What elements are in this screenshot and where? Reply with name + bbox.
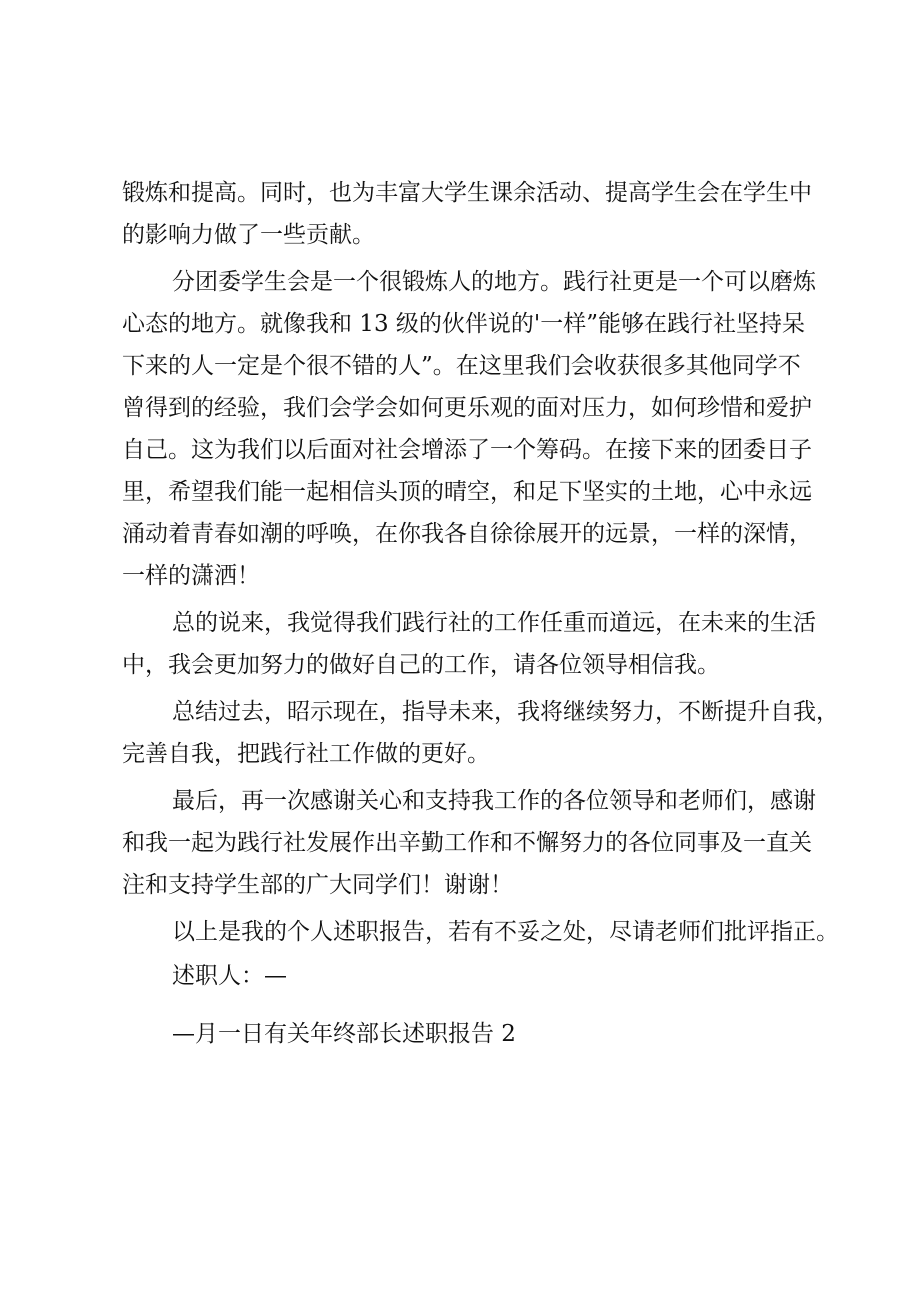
text-line: 总结过去，昭示现在，指导未来，我将继续努力，不断提升自我，: [172, 699, 839, 725]
text-line: 的影响力做了一些贡献。: [122, 222, 375, 248]
text-line: 心态的地方。就像我和 13 级的伙伴说的'一样”能够在践行社坚持呆: [122, 311, 805, 337]
paragraph-4: [122, 691, 839, 775]
text-line: 注和支持学生部的广大同学们！谢谢！: [122, 872, 513, 898]
text-line: 和我一起为践行社发展作出辛勤工作和不懈努力的各位同事及一直关: [122, 830, 812, 856]
text-line: 里，希望我们能一起相信头顶的晴空，和足下坚实的土地，心中永远: [122, 479, 812, 505]
text-line: 分团委学生会是一个很锻炼人的地方。践行社更是一个可以磨炼: [172, 269, 816, 295]
text-line: 锻炼和提高。同时，也为丰富大学生课余活动、提高学生会在学生中: [122, 180, 812, 206]
text-line: 曾得到的经验，我们会学会如何更乐观的面对压力，如何珍惜和爱护: [122, 395, 812, 421]
paragraph-6: [122, 911, 839, 953]
document-body: [122, 172, 839, 1055]
paragraph-3: [122, 602, 822, 686]
text-line: 最后，再一次感谢关心和支持我工作的各位领导和老师们，感谢: [172, 788, 816, 814]
text-line: 自己。这为我们以后面对社会增添了一个筹码。在接下来的团委日子: [122, 437, 812, 463]
text-line: 完善自我，把践行社工作做的更好。: [122, 741, 490, 767]
paragraph-2: [122, 261, 822, 597]
text-line: 总的说来，我觉得我们践行社的工作任重而道远，在未来的生活: [172, 610, 816, 636]
next-report-title: [122, 1013, 822, 1055]
paragraph-1: [122, 172, 822, 256]
paragraph-5: [122, 780, 822, 906]
signature-line: [122, 955, 822, 997]
text-line: 以上是我的个人述职报告，若有不妥之处，尽请老师们批评指正。: [172, 919, 839, 945]
text-line: 一样的潇洒！: [122, 563, 260, 589]
text-line: 涌动着青春如潮的呼唤，在你我各自徐徐展开的远景，一样的深情，: [122, 521, 812, 547]
text-line: —月一日有关年终部长述职报告 2: [172, 1021, 516, 1047]
text-line: 述职人：—: [172, 963, 287, 989]
text-line: 下来的人一定是个很不错的人”。在这里我们会收获很多其他同学不: [122, 353, 801, 379]
text-line: 中，我会更加努力的做好自己的工作，请各位领导相信我。: [122, 652, 720, 678]
